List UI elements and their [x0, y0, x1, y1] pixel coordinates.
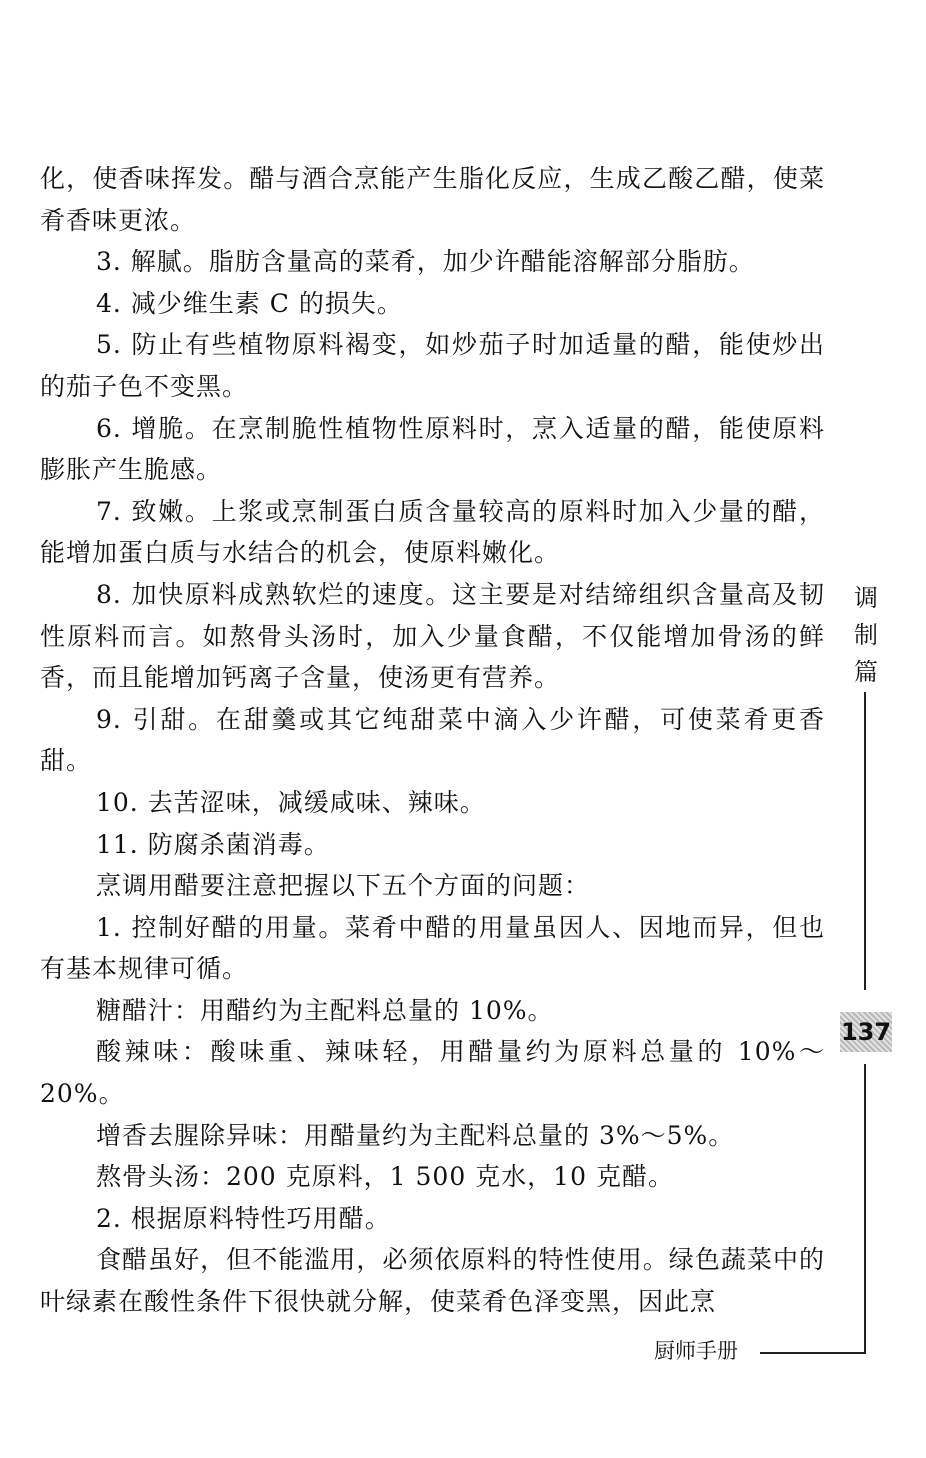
paragraph: 1. 控制好醋的用量。菜肴中醋的用量虽因人、因地而异，但也有基本规律可循。	[40, 912, 825, 984]
paragraph: 6. 增脆。在烹制脆性植物性原料时，烹入适量的醋，能使原料膨胀产生脆感。	[40, 413, 825, 485]
paragraph: 10. 去苦涩味，减缓咸味、辣味。	[96, 787, 486, 817]
paragraph: 酸辣味：酸味重、辣味轻，用醋量约为原料总量的 10%～20%。	[40, 1037, 825, 1109]
margin-rule-upper	[864, 692, 866, 990]
paragraph: 增香去腥除异味：用醋量约为主配料总量的 3%～5%。	[96, 1120, 735, 1150]
footer-title: 厨师手册	[654, 1339, 738, 1363]
paragraph: 熬骨头汤：200 克原料，1 500 克水，10 克醋。	[96, 1162, 674, 1192]
paragraph: 烹调用醋要注意把握以下五个方面的问题：	[96, 871, 591, 901]
footer-rule	[760, 1352, 866, 1354]
margin-rule-lower	[864, 1064, 866, 1354]
paragraph: 8. 加快原料成熟软烂的速度。这主要是对结缔组织含量高及韧性原料而言。如熬骨头汤时，加入少量食醋，不仅能增加骨汤的鲜香，而且能增加钙离子含量，使汤更有营养。	[40, 579, 825, 693]
paragraph: 11. 防腐杀菌消毒。	[96, 829, 330, 859]
paragraph: 5. 防止有些植物原料褐变，如炒茄子时加适量的醋，能使炒出的茄子色不变黑。	[40, 330, 825, 401]
paragraph: 3. 解腻。脂肪含量高的菜肴，加少许醋能溶解部分脂肪。	[96, 247, 755, 277]
section-label	[848, 580, 884, 691]
paragraph: 9. 引甜。在甜羹或其它纯甜菜中滴入少许醋，可使菜肴更香甜。	[40, 704, 825, 776]
main-text	[40, 158, 825, 1323]
page-number: 137	[840, 1012, 892, 1052]
paragraph: 食醋虽好，但不能滥用，必须依原料的特性使用。绿色蔬菜中的叶绿素在酸性条件下很快就分解，使菜肴色泽变黑，因此烹	[40, 1245, 825, 1317]
section-label-char: 制	[854, 621, 878, 649]
paragraph: 4. 减少维生素 C 的损失。	[96, 288, 403, 318]
paragraph: 化，使香味挥发。醋与酒合烹能产生脂化反应，生成乙酸乙醋，使菜肴香味更浓。	[40, 164, 825, 235]
section-label-char: 调	[854, 584, 878, 612]
section-label-char: 篇	[854, 658, 878, 686]
paragraph: 2. 根据原料特性巧用醋。	[96, 1203, 391, 1233]
paragraph: 7. 致嫩。上浆或烹制蛋白质含量较高的原料时加入少量的醋，能增加蛋白质与水结合的机会，使原料嫩化。	[40, 496, 825, 568]
paragraph: 糖醋汁：用醋约为主配料总量的 10%。	[96, 995, 554, 1025]
